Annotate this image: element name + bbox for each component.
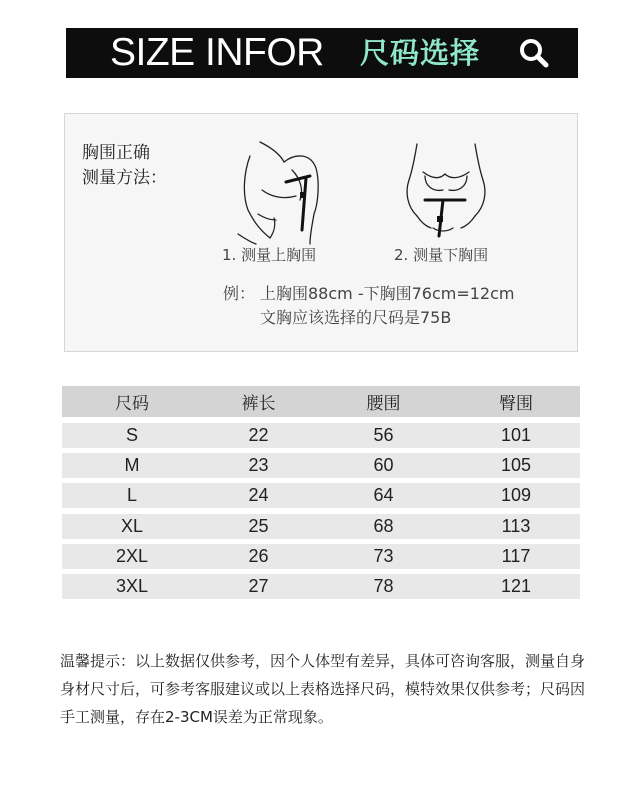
table-cell: 78 bbox=[373, 575, 394, 596]
table-header bbox=[62, 386, 580, 417]
header-cell: 尺码 bbox=[115, 394, 149, 414]
table-row bbox=[62, 453, 580, 478]
table-cell: 121 bbox=[500, 575, 532, 596]
header-cell: 臀围 bbox=[499, 394, 533, 414]
table-cell: 105 bbox=[500, 455, 532, 476]
table-row bbox=[62, 544, 580, 569]
under-bust-illustration bbox=[395, 136, 495, 244]
table-cell: 68 bbox=[373, 515, 394, 536]
example-label: 例： bbox=[223, 284, 256, 303]
table-cell: 3XL bbox=[115, 575, 149, 596]
table-cell: 101 bbox=[500, 425, 532, 445]
table-cell: M bbox=[124, 455, 140, 476]
size-table bbox=[62, 386, 580, 604]
table-cell: 113 bbox=[501, 515, 531, 536]
example-line-2: 文胸应该选择的尺码是75B bbox=[260, 308, 452, 327]
method-title: 胸围正确 测量方法： bbox=[82, 143, 167, 188]
table-cell: L bbox=[126, 485, 137, 506]
table-row bbox=[62, 514, 580, 539]
step-2-caption: 2. 测量下胸围 bbox=[394, 246, 489, 264]
table-cell: XL bbox=[120, 515, 144, 536]
table-cell: 73 bbox=[373, 545, 394, 566]
example-line-1: 上胸围88cm -下胸围76cm=12cm bbox=[260, 284, 515, 303]
upper-bust-illustration bbox=[230, 134, 330, 246]
table-cell: 22 bbox=[248, 425, 269, 445]
banner-title-cn: 尺码选择 bbox=[360, 36, 481, 70]
table-cell: 117 bbox=[501, 545, 531, 566]
header-cell: 裤长 bbox=[241, 394, 276, 414]
header-cell: 腰围 bbox=[366, 394, 401, 414]
table-cell: 60 bbox=[373, 455, 394, 476]
table-cell: 26 bbox=[248, 545, 269, 566]
table-cell: 56 bbox=[373, 425, 394, 445]
table-cell: 25 bbox=[248, 515, 269, 536]
table-row bbox=[62, 574, 580, 599]
table-cell: S bbox=[125, 425, 138, 445]
header-banner bbox=[66, 28, 578, 78]
banner-title-en: SIZE INFOR bbox=[110, 31, 324, 74]
table-cell: 23 bbox=[248, 455, 269, 476]
example-text bbox=[223, 282, 515, 330]
tips-text: 温馨提示：以上数据仅供参考，因个人体型有差异，具体可咨询客服，测量自身身材尺寸后，可参考客服建议或以上表格选择尺码，模特效果仅供参考；尺码因手工测量，存在2-3CM误差为正常现象。 bbox=[60, 652, 586, 726]
table-cell: 64 bbox=[373, 485, 394, 506]
search-icon bbox=[518, 37, 550, 69]
step-1-caption: 1. 测量上胸围 bbox=[222, 246, 317, 264]
measurement-method-panel bbox=[64, 113, 578, 352]
table-row bbox=[62, 423, 580, 448]
table-cell: 27 bbox=[248, 575, 269, 596]
table-cell: 109 bbox=[500, 485, 532, 506]
table-row bbox=[62, 483, 580, 508]
table-cell: 2XL bbox=[115, 545, 149, 566]
table-cell: 24 bbox=[248, 485, 269, 506]
